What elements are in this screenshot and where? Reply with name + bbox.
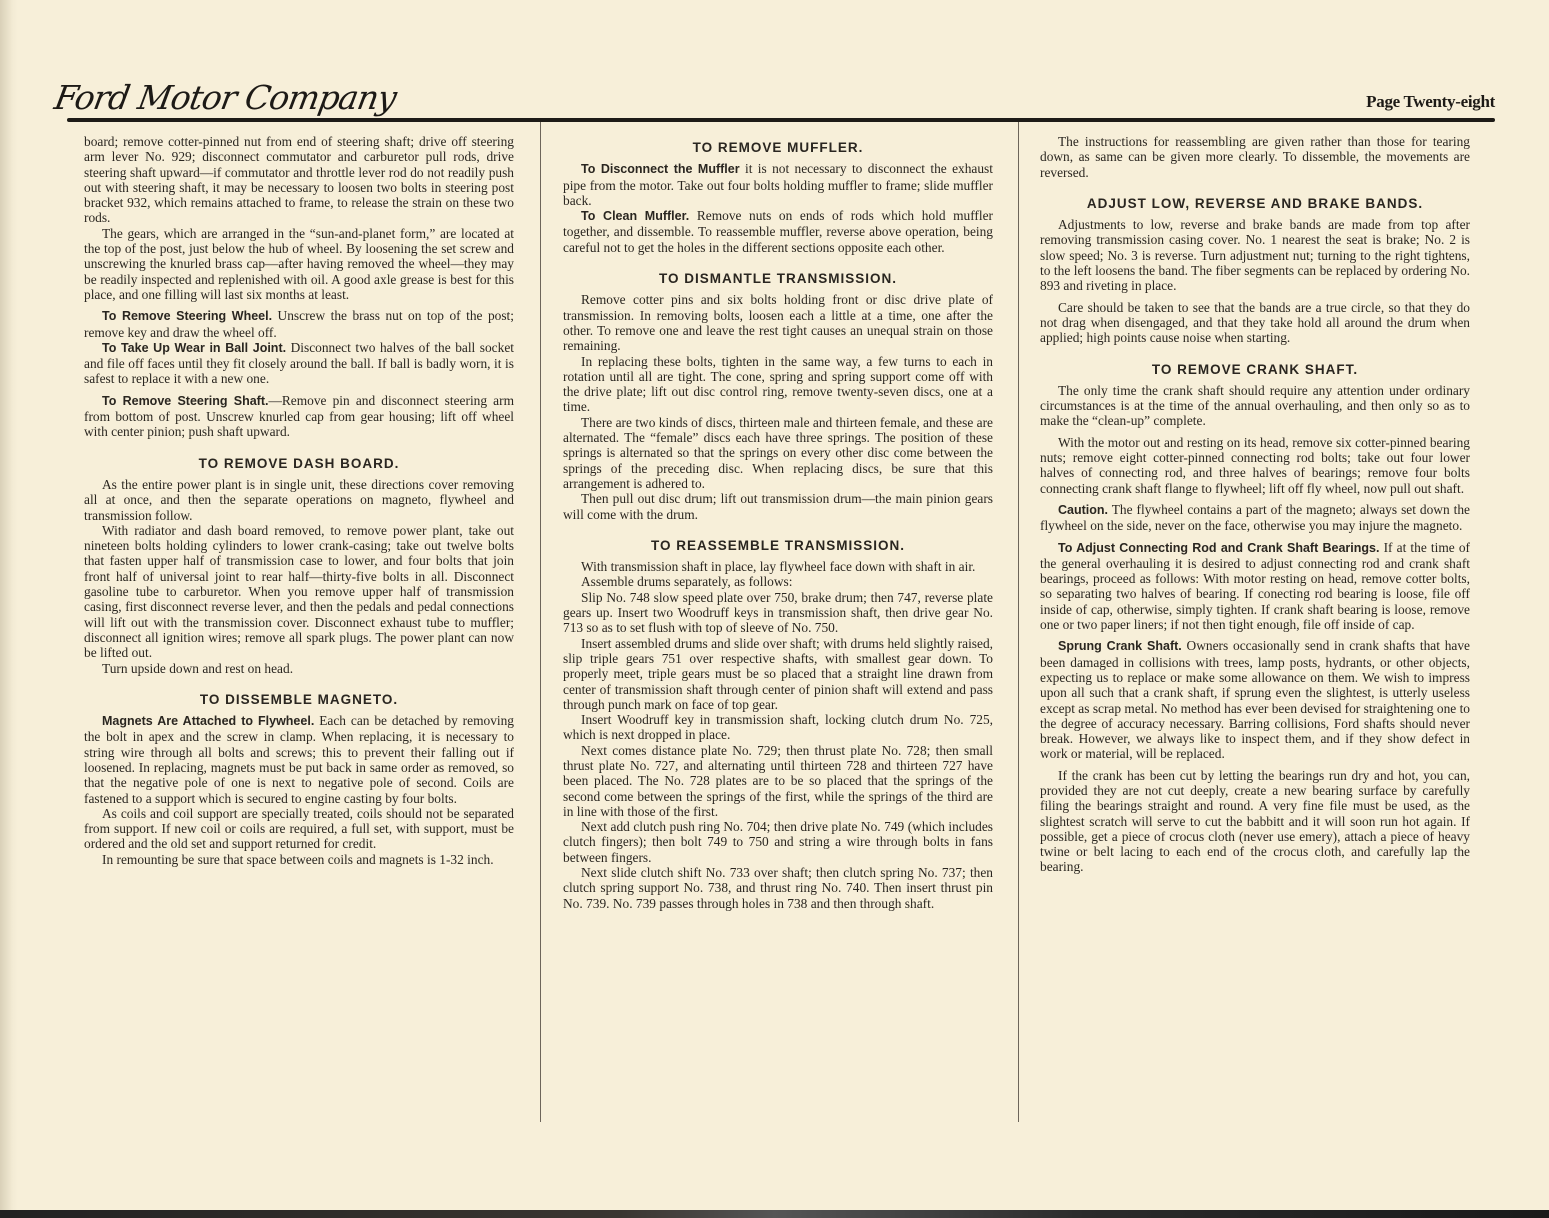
paragraph-text: There are two kinds of discs, thirteen male and thirteen female, and these are alternated. The “female” discs each have three springs. The position of these springs is alternated so that the springs on every other disc come between the springs of the preceding disc. When replacing discs, be sure that this arrangement is adhered to. <box>563 414 993 491</box>
paragraph-text: Next add clutch push ring No. 704; then drive plate No. 749 (which includes clutch fingers); then bolt 749 to 750 and string a wire through bolts in fans between fingers. <box>563 819 993 865</box>
paragraph-text: Care should be taken to see that the bands are a true circle, so that they do not drag when disengaged, and that they take hold all around the drum when applied; high points cause noise when starting. <box>1040 299 1470 346</box>
paragraph <box>563 354 993 415</box>
paragraph-text: If the crank has been cut by letting the bearings run dry and hot, you can, provided they are not cut deeply, create a new bearing surface by carefully filing the bearings straight and round. A very fine file must be used, as the slightest scratch will serve to cut the babbitt and it will soon run hot again. If possible, get a piece of crocus cloth (never use emery), attach a piece of heavy twine or belt lacing to each end of the crocus cloth, and carefully lap the bearing. <box>1040 767 1470 875</box>
paragraph-text: Disconnect two halves of the ball socket and file off faces until they fit closely around the ball. If ball is badly worn, it is safest to replace it with a new one. <box>84 339 514 387</box>
section-heading: TO REMOVE CRANK SHAFT. <box>1151 361 1359 377</box>
paragraph-text: In replacing these bolts, tighten in the same way, a few turns to each in rotation until all are tight. The cone, spring and spring support come off with the drive plate; lift out disc control ring, remove twenty-seven discs, one at a time. <box>563 353 993 415</box>
paragraph <box>563 559 993 574</box>
paragraph-lead-heading: Sprung Crank Shaft. <box>1058 639 1182 654</box>
paragraph-text: Remove nuts on ends of rods which hold muffler together, and dissemble. To reassemble muffler, reverse above operation, being careful not to get the holes in the different sections opposite each other. <box>563 208 994 255</box>
paragraph <box>84 713 514 806</box>
paragraph-text: The only time the crank shaft should require any attention under ordinary circumstances is at the time of the annual overhauling, and then only so as to make the “clean-up” complete. <box>1040 382 1470 429</box>
paragraph-lead-heading: To Remove Steering Shaft. <box>102 393 269 408</box>
paragraph-text: Insert assembled drums and slide over shaft; with drums held slightly raised, slip triple gears 751 over respective shafts, with smallest gear down. To properly meet, triple gears must be so placed that a straight line drawn from center of transmission shaft through center of pinion shaft will extend and pass through punch mark on face of top gear. <box>563 635 993 712</box>
paragraph-text: Unscrew the brass nut on top of the post; remove key and draw the wheel off. <box>84 308 514 340</box>
paragraph-lead-heading: To Disconnect the Muffler <box>581 162 740 177</box>
paragraph <box>1040 134 1470 180</box>
paragraph <box>563 161 993 208</box>
header-rule <box>67 118 1495 122</box>
paragraph-text: —Remove pin and disconnect steering arm from bottom of post. Unscrew knurled cap from gear housing; lift off wheel with center pinion; push shaft upward. <box>84 392 514 440</box>
column-left <box>84 134 514 867</box>
paragraph <box>1040 540 1470 633</box>
paragraph-text: If at the time of the general overhauling it is desired to adjust connecting rod and crank shaft bearings, proceed as follows: With motor resting on head, remove cotter bolts, so separating two halves of bearing. If conecting rod bearing is loose, file off inside of cap, otherwise, simply tighten. If crank shaft bearing is loose, remove one or two paper liners; if not then tight enough, file off inside of cap. <box>1040 539 1470 633</box>
paragraph-lead-heading: Magnets Are Attached to Flywheel. <box>102 714 315 729</box>
column-divider <box>1018 122 1019 1122</box>
paragraph-text: Owners occasionally send in crank shafts that have been damaged in collisions with trees, lamp posts, hydrants, or other objects, expecting us to replace or make some allowance on them. We wish to impress upon all such that a crank shaft, if sprung even the slightest, is utterly useless except as scrap metal. No method has ever been devised for straightening one to the degree of accuracy necessary. Barring collisions, Ford shafts should never break. However, we always like to inspect them, and if they show defect in work or material, will be replaced. <box>1040 638 1471 762</box>
paragraph-text: Turn upside down and rest on head. <box>102 660 294 676</box>
paragraph-text: Assemble drums separately, as follows: <box>581 574 793 590</box>
paragraph-text: Next comes distance plate No. 729; then thrust plate No. 728; then small thrust plate No. 727, and alternating until thirteen 728 and thirteen 727 have been placed. The No. 728 plates are to be so placed that the springs of the second come between the springs of the first, while the springs of the third are in line with those of the first. <box>563 742 993 819</box>
paragraph-lead-heading: To Adjust Connecting Rod and Crank Shaft Bearings. <box>1058 540 1380 555</box>
paragraph-lead-heading: To Clean Muffler. <box>581 209 690 224</box>
paragraph-text: The flywheel contains a part of the magneto; always set down the flywheel on the side, never on the face, otherwise you may injure the magneto. <box>1040 501 1470 534</box>
paragraph-text: In remounting be sure that space between coils and magnets is 1-32 inch. <box>102 851 494 867</box>
paragraph-lead-heading: To Remove Steering Wheel. <box>102 309 273 324</box>
paragraph <box>563 574 993 589</box>
paragraph <box>84 134 514 226</box>
paragraph <box>563 636 993 712</box>
paragraph-text: board; remove cotter-pinned nut from end of steering shaft; drive off steering arm lever No. 929; disconnect commutator and carburetor pull rods, drive steering shaft upward—if commutator and throttle lever rod do not readily push out with steering shaft, it may be necessary to loosen two bolts in steering post bracket 932, which remains attached to frame, to release the strain on these two rods. <box>84 134 514 226</box>
paragraph <box>1040 502 1470 534</box>
paragraph <box>1040 300 1470 346</box>
page-bottom-edge <box>0 1210 1549 1218</box>
paragraph <box>563 415 993 491</box>
paragraph-text: Insert Woodruff key in transmission shaft, locking clutch drum No. 725, which is next dropped in place. <box>563 712 993 743</box>
paragraph <box>1040 383 1470 429</box>
paragraph-text: Remove cotter pins and six bolts holding front or disc drive plate of transmission. In removing bolts, loosen each a little at a time, one after the other. To remove one and leave the rest tight causes an unequal strain on those remaining. <box>563 292 993 354</box>
column-middle <box>563 134 993 911</box>
section-heading: TO REMOVE MUFFLER. <box>692 140 864 155</box>
paragraph <box>1040 217 1470 293</box>
ford-motor-company-logo: Ford Motor Company <box>51 78 399 117</box>
paragraph <box>84 340 514 387</box>
paragraph-text: Next slide clutch shift No. 733 over shaft; then clutch spring No. 737; then clutch spring support No. 738, and thrust ring No. 740. Then insert thrust pin No. 739. No. 739 passes through holes in 738 and then through shaft. <box>563 865 993 911</box>
paragraph <box>84 852 514 867</box>
paragraph <box>84 226 514 302</box>
paragraph <box>563 292 993 353</box>
section-heading: TO REMOVE DASH BOARD. <box>198 455 400 471</box>
paragraph <box>1040 638 1470 761</box>
page-binding-shadow <box>0 0 18 1218</box>
paragraph <box>563 743 993 819</box>
paragraph-text: Then pull out disc drum; lift out transmission drum—the main pinion gears will come with the drum. <box>563 491 993 522</box>
section-heading: TO REASSEMBLE TRANSMISSION. <box>650 537 906 553</box>
paragraph <box>84 393 514 440</box>
paragraph <box>563 590 993 636</box>
paragraph <box>1040 435 1470 496</box>
paragraph <box>84 806 514 852</box>
paragraph-lead-heading: Caution. <box>1058 502 1108 517</box>
page-number: Page Twenty-eight <box>1366 92 1495 111</box>
paragraph-text: Each can be detached by removing the bolt in apex and the screw in clamp. When replacing, it is necessary to string wire through all bolts and screws; this to prevent their falling out if loosened. In replacing, magnets must be put back in same order as removed, so that the negative pole of one is next to negative pole of second. Coils are fastened to a support which is secured to engine casting by four bolts. <box>84 713 515 806</box>
section-heading: ADJUST LOW, REVERSE AND BRAKE BANDS. <box>1086 195 1424 211</box>
paragraph <box>563 819 993 865</box>
paragraph <box>563 208 993 255</box>
paragraph-text: With radiator and dash board removed, to remove power plant, take out nineteen bolts holding cylinders to lower crank-casing; take out twelve bolts that fasten upper half of transmission case to lower, and four bolts that join front half of universal joint to rear half—thirty-five bolts in all. Disconnect gasoline tube to carburetor. When you remove upper half of transmission casing, first disconnect reverse lever, and then the pedals and pedal connections will lift out with the transmission cover. Disconnect exhaust tube to muffler; disconnect all ignition wires; remove all spark plugs. The power plant can now be lifted out. <box>84 522 514 661</box>
paragraph <box>563 491 993 522</box>
paragraph-text: With transmission shaft in place, lay flywheel face down with shaft in air. <box>581 559 976 575</box>
paragraph <box>84 523 514 661</box>
paragraph <box>1040 768 1470 875</box>
paragraph-text: The instructions for reassembling are given rather than those for tearing down, as same can be given more clearly. To dissemble, the movements are reversed. <box>1040 134 1470 180</box>
paragraph <box>84 661 514 676</box>
paragraph-text: it is not necessary to disconnect the exhaust pipe from the motor. Take out four bolts holding muffler to frame; slide muffler back. <box>563 161 993 208</box>
paragraph <box>563 712 993 743</box>
paragraph-lead-heading: To Take Up Wear in Ball Joint. <box>102 340 287 355</box>
paragraph-text: Adjustments to low, reverse and brake bands are made from top after removing transmission casing cover. No. 1 nearest the seat is brake; No. 2 is slow speed; No. 3 is reverse. Turn adjustment nut; turning to the right tightens, to the left loosens the band. The fiber segments can be replaced by ordering No. 893 and riveting in place. <box>1040 217 1470 294</box>
section-heading: TO DISMANTLE TRANSMISSION. <box>658 271 897 287</box>
column-right <box>1040 134 1470 875</box>
paragraph-text: As the entire power plant is in single unit, these directions cover removing all at once, and then the separate operations on magneto, flywheel and transmission follow. <box>84 476 514 523</box>
paragraph <box>563 865 993 911</box>
paragraph-text: As coils and coil support are specially treated, coils should not be separated from support. If new coil or coils are required, a full set, with support, must be ordered and the old set and support returned for credit. <box>84 805 514 852</box>
paragraph-text: The gears, which are arranged in the “sun-and-planet form,” are located at the top of the post, just below the hub of wheel. By loosening the set screw and unscrewing the knurled brass cap—after having removed the wheel—they may be readily inspected and replenished with oil. A good axle grease is best for this place, and one filling will last six months at least. <box>84 225 514 302</box>
column-divider <box>540 122 541 1122</box>
paragraph-text: With the motor out and resting on its head, remove six cotter-pinned bearing nuts; remove eight cotter-pinned connecting rod bolts; take out four lower halves of connecting rod, and three halves of bearings; remove four bolts connecting crank shaft flange to flywheel; lift off fly wheel, now pull out shaft. <box>1040 434 1470 496</box>
section-heading: TO DISSEMBLE MAGNETO. <box>199 691 399 707</box>
paragraph-text: Slip No. 748 slow speed plate over 750, brake drum; then 747, reverse plate gears up. Insert two Woodruff keys in transmission shaft, then drive gear No. 713 so as to set flush with top of sleeve of No. 750. <box>563 589 993 636</box>
paragraph <box>84 477 514 523</box>
paragraph <box>84 308 514 340</box>
